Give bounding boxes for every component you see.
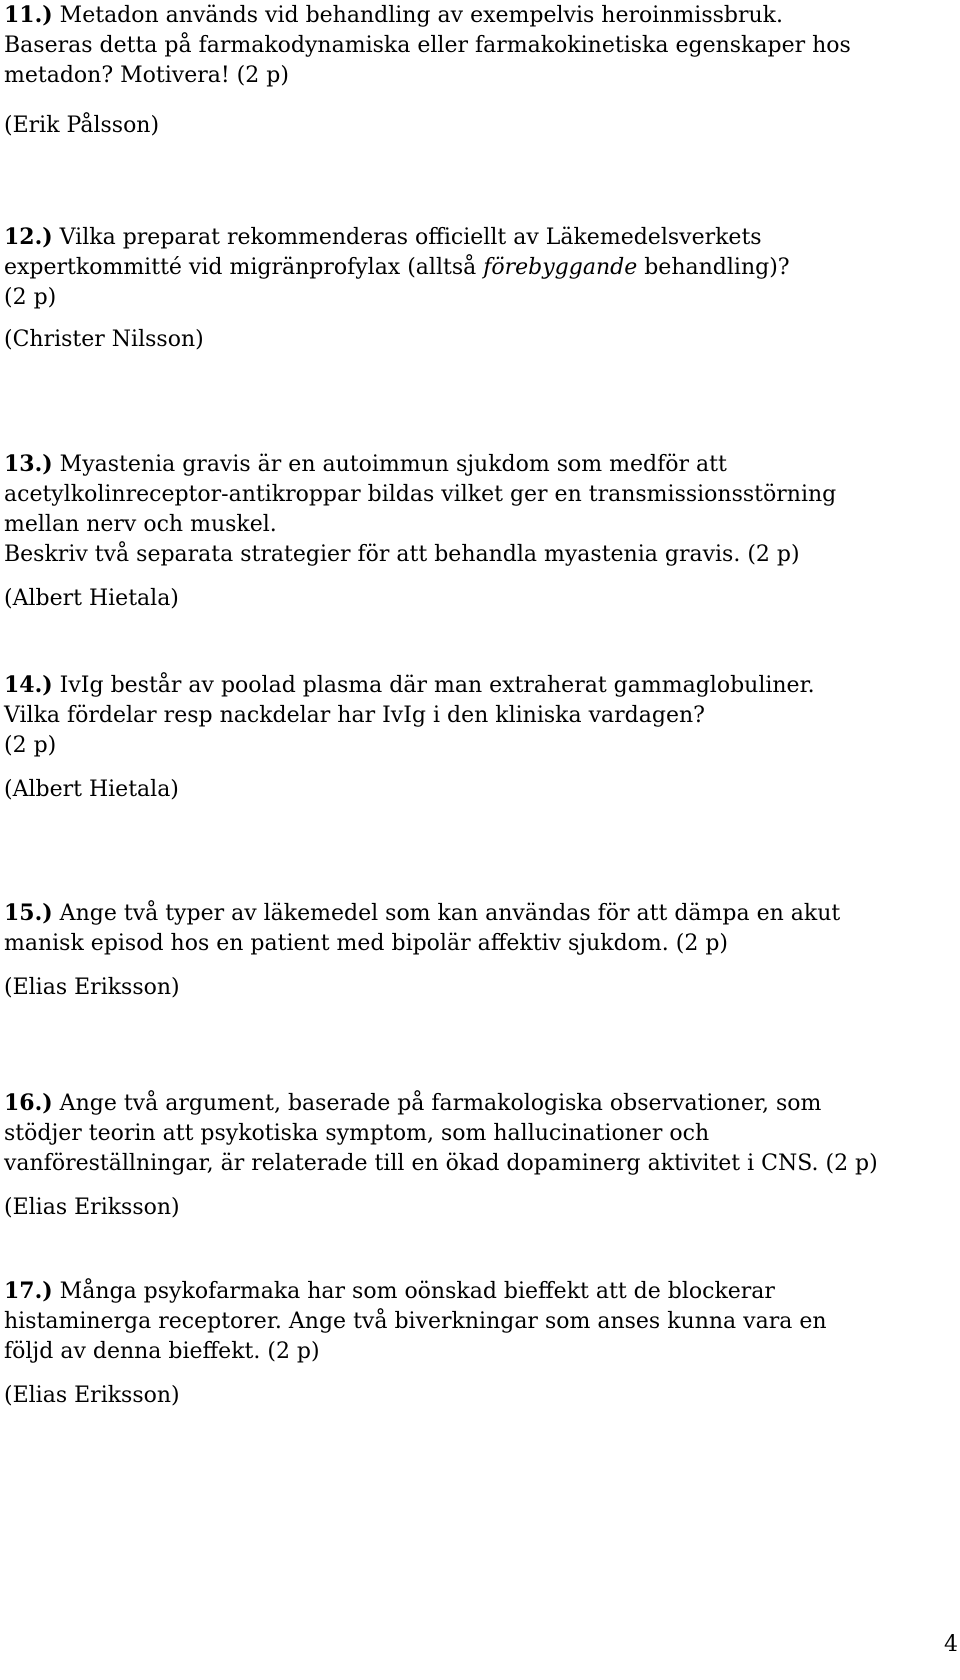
question-number: 11.) bbox=[4, 2, 53, 28]
question-14-line-3: (2 p) bbox=[4, 733, 57, 758]
question-15-line-2: manisk episod hos en patient med bipolär affektiv sjukdom. (2 p) bbox=[4, 931, 729, 956]
question-12-line-2 bbox=[4, 253, 958, 283]
question-14 bbox=[4, 670, 958, 805]
question-14-line-2: Vilka fördelar resp nackdelar har IvIg i den kliniska vardagen? bbox=[4, 703, 705, 728]
question-13-line-1 bbox=[4, 449, 958, 480]
question-text: Vilka preparat rekommenderas officiellt av Läkemedelsverkets bbox=[52, 225, 762, 250]
question-13-author: (Albert Hietala) bbox=[4, 586, 179, 611]
question-text: Metadon används vid behandling av exempelvis heroinmissbruk. bbox=[52, 3, 783, 28]
question-text: Många psykofarmaka har som oönskad bieffekt att de blockerar bbox=[52, 1279, 775, 1304]
question-16-line-3: vanföreställningar, är relaterade till en ökad dopaminerg aktivitet i CNS. (2 p) bbox=[4, 1151, 878, 1176]
question-12 bbox=[4, 222, 958, 355]
question-15-line-1 bbox=[4, 898, 958, 929]
question-13-line-2: acetylkolinreceptor-antikroppar bildas vilket ger en transmissionsstörning bbox=[4, 482, 837, 507]
question-13-line-3: mellan nerv och muskel. bbox=[4, 512, 277, 537]
question-16-line-2: stödjer teorin att psykotiska symptom, som hallucinationer och bbox=[4, 1121, 710, 1146]
question-12-author: (Christer Nilsson) bbox=[4, 327, 204, 352]
question-17-line-1 bbox=[4, 1276, 958, 1307]
question-11-line-3: metadon? Motivera! (2 p) bbox=[4, 63, 289, 88]
question-11-author: (Erik Pålsson) bbox=[4, 113, 160, 138]
question-number: 16.) bbox=[4, 1090, 53, 1116]
question-number: 12.) bbox=[4, 224, 53, 250]
question-11-line-2: Baseras detta på farmakodynamiska eller farmakokinetiska egenskaper hos bbox=[4, 33, 851, 58]
question-number: 15.) bbox=[4, 900, 53, 926]
question-text: Myastenia gravis är en autoimmun sjukdom som medför att bbox=[52, 452, 727, 477]
question-11-line-1 bbox=[4, 0, 958, 31]
question-15 bbox=[4, 898, 958, 1003]
page-number: 4 bbox=[944, 1632, 958, 1657]
question-13-line-4: Beskriv två separata strategier för att behandla myastenia gravis. (2 p) bbox=[4, 542, 800, 567]
question-text: expertkommitté vid migränprofylax (alltså bbox=[4, 255, 484, 280]
question-number: 14.) bbox=[4, 672, 53, 698]
question-17-line-3: följd av denna bieffekt. (2 p) bbox=[4, 1339, 320, 1364]
question-12-line-3: (2 p) bbox=[4, 285, 57, 310]
emphasized-text: förebyggande bbox=[483, 255, 638, 280]
question-16 bbox=[4, 1088, 958, 1223]
question-number: 13.) bbox=[4, 451, 53, 477]
question-17-author: (Elias Eriksson) bbox=[4, 1383, 180, 1408]
question-16-author: (Elias Eriksson) bbox=[4, 1195, 180, 1220]
question-11 bbox=[4, 0, 958, 141]
question-text: IvIg består av poolad plasma där man extraherat gammaglobuliner. bbox=[52, 673, 815, 698]
question-13 bbox=[4, 449, 958, 614]
question-17-line-2: histaminerga receptorer. Ange två biverkningar som anses kunna vara en bbox=[4, 1309, 827, 1334]
question-16-line-1 bbox=[4, 1088, 958, 1119]
question-number: 17.) bbox=[4, 1278, 53, 1304]
question-14-line-1 bbox=[4, 670, 958, 701]
question-text: Ange två typer av läkemedel som kan användas för att dämpa en akut bbox=[52, 901, 841, 926]
question-14-author: (Albert Hietala) bbox=[4, 777, 179, 802]
question-17 bbox=[4, 1276, 958, 1411]
question-15-author: (Elias Eriksson) bbox=[4, 975, 180, 1000]
question-text: Ange två argument, baserade på farmakologiska observationer, som bbox=[52, 1091, 822, 1116]
question-12-line-1 bbox=[4, 222, 958, 253]
question-text: behandling)? bbox=[637, 255, 790, 280]
